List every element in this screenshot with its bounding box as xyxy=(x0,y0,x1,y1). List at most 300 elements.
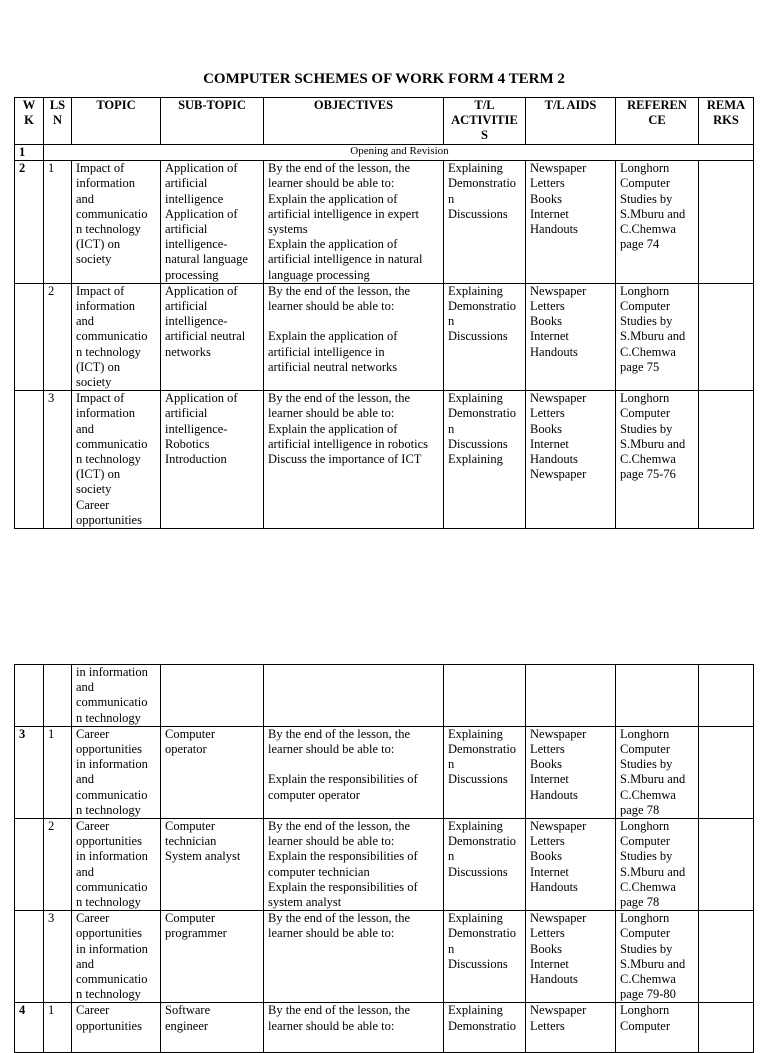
cell-line: Computer xyxy=(620,742,670,757)
table-row xyxy=(15,391,754,529)
scheme-table-part-2 xyxy=(14,664,754,1053)
cell-line: Newspaper xyxy=(530,911,587,926)
cell-line: Books xyxy=(530,314,562,329)
cell-line: By the end of the lesson, the xyxy=(268,726,410,741)
table-row xyxy=(15,1003,754,1053)
activities-cell xyxy=(444,665,526,727)
cell-line: opportunities xyxy=(76,742,142,757)
reference-cell xyxy=(616,391,699,529)
cell-line: n xyxy=(448,757,455,772)
cell-line: processing xyxy=(165,267,219,282)
cell-line: opportunities xyxy=(76,926,142,941)
lesson-cell xyxy=(44,665,72,727)
cell-line: Impact of xyxy=(76,391,125,406)
cell-line: Application of xyxy=(165,161,238,176)
cell-line: By the end of the lesson, the xyxy=(268,161,410,176)
cell-line: Internet xyxy=(530,864,569,879)
cell-line: T/L AIDS xyxy=(544,98,597,112)
cell-line: Computer xyxy=(620,176,670,191)
topic-cell xyxy=(72,665,161,727)
activities-cell xyxy=(444,911,526,1003)
cell-line: Studies by xyxy=(620,757,673,772)
col-header-topic xyxy=(72,98,161,145)
cell-line: Application of xyxy=(165,391,238,406)
cell-line: communicatio xyxy=(76,206,148,221)
cell-line: S.Mburu and xyxy=(620,864,686,879)
cell-line xyxy=(268,757,441,772)
cell-line: page 78 xyxy=(620,895,660,910)
cell-line: Explain the application of xyxy=(268,421,398,436)
week-cell xyxy=(15,911,44,1003)
lesson-cell: 2 xyxy=(44,819,72,911)
activities-cell xyxy=(444,726,526,818)
cell-line: Computer xyxy=(620,406,670,421)
cell-line: Demonstratio xyxy=(448,834,517,849)
cell-line: Explaining xyxy=(448,726,503,741)
cell-line: n xyxy=(448,849,455,864)
cell-line: page 75 xyxy=(620,359,660,374)
cell-line: programmer xyxy=(165,926,227,941)
table-row xyxy=(15,911,754,1003)
cell-line: Demonstratio xyxy=(448,742,517,757)
cell-line: Internet xyxy=(530,956,569,971)
cell-line: SUB-TOPIC xyxy=(178,98,246,112)
cell-line: Explain the responsibilities of xyxy=(268,879,418,894)
cell-line: Application of xyxy=(165,283,238,298)
cell-line: Application of xyxy=(165,206,238,221)
cell-line: Demonstratio xyxy=(448,299,517,314)
header-row xyxy=(15,98,754,145)
cell-line: in information xyxy=(76,757,148,772)
cell-line: Demonstratio xyxy=(448,926,517,941)
col-header-objectives xyxy=(264,98,444,145)
cell-line: C.Chemwa xyxy=(620,879,676,894)
cell-line: society xyxy=(76,482,112,497)
cell-line: learner should be able to: xyxy=(268,299,395,314)
activities-cell xyxy=(444,391,526,529)
cell-line: Newspaper xyxy=(530,726,587,741)
cell-line: Computer xyxy=(620,926,670,941)
cell-line: communicatio xyxy=(76,695,148,710)
cell-line: Explain the application of xyxy=(268,329,398,344)
cell-line: Computer xyxy=(165,911,215,926)
remarks-cell xyxy=(699,1003,754,1053)
cell-line: Newspaper xyxy=(530,391,587,406)
cell-line: By the end of the lesson, the xyxy=(268,391,410,406)
cell-line xyxy=(268,314,441,329)
cell-line: REMA xyxy=(706,98,746,112)
cell-line: systems xyxy=(268,222,308,237)
cell-line: S.Mburu and xyxy=(620,206,686,221)
cell-line: Explaining xyxy=(448,452,503,467)
cell-line: artificial intelligence in xyxy=(268,344,385,359)
cell-line: artificial neutral xyxy=(165,329,246,344)
remarks-cell xyxy=(699,161,754,284)
cell-line: information xyxy=(76,406,136,421)
topic-cell xyxy=(72,911,161,1003)
cell-line: Demonstratio xyxy=(448,176,517,191)
cell-line: n technology xyxy=(76,802,141,817)
cell-line: n xyxy=(448,191,455,206)
aids-cell xyxy=(526,283,616,390)
aids-cell xyxy=(526,1003,616,1053)
cell-line: and xyxy=(76,421,95,436)
topic-cell xyxy=(72,819,161,911)
cell-line: n technology xyxy=(76,222,141,237)
week-cell xyxy=(15,665,44,727)
remarks-cell xyxy=(699,819,754,911)
cell-line: TOPIC xyxy=(96,98,136,112)
cell-line: Newspaper xyxy=(530,467,587,482)
subtopic-cell xyxy=(161,665,264,727)
cell-line: C.Chemwa xyxy=(620,787,676,802)
col-header-remarks xyxy=(699,98,754,145)
objectives-cell xyxy=(264,819,444,911)
cell-line: system analyst xyxy=(268,895,342,910)
cell-line: Books xyxy=(530,191,562,206)
cell-line: intelligence- xyxy=(165,421,228,436)
cell-line: Books xyxy=(530,849,562,864)
cell-line: Internet xyxy=(530,772,569,787)
cell-line: Demonstratio xyxy=(448,1018,517,1033)
cell-line: n technology xyxy=(76,344,141,359)
cell-line: n technology xyxy=(76,710,141,725)
cell-line: in information xyxy=(76,849,148,864)
reference-cell xyxy=(616,819,699,911)
reference-cell xyxy=(616,283,699,390)
cell-line: CE xyxy=(648,113,666,128)
cell-line: N xyxy=(52,113,63,128)
cell-line: technician xyxy=(165,834,217,849)
col-header-reference xyxy=(616,98,699,145)
cell-line: Longhorn xyxy=(620,911,670,926)
cell-line: intelligence xyxy=(165,191,224,206)
cell-line: (ICT) on xyxy=(76,359,121,374)
cell-line: C.Chemwa xyxy=(620,452,676,467)
cell-line: Books xyxy=(530,757,562,772)
objectives-cell xyxy=(264,283,444,390)
cell-line: Explaining xyxy=(448,391,503,406)
table-row xyxy=(15,283,754,390)
cell-line: information xyxy=(76,299,136,314)
lesson-cell: 1 xyxy=(44,726,72,818)
cell-line: Longhorn xyxy=(620,161,670,176)
cell-line: in information xyxy=(76,941,148,956)
col-header-aids xyxy=(526,98,616,145)
cell-line: Explaining xyxy=(448,283,503,298)
cell-line: Career xyxy=(76,819,110,834)
cell-line: Studies by xyxy=(620,421,673,436)
remarks-cell xyxy=(699,726,754,818)
cell-line: Computer xyxy=(165,726,215,741)
cell-line: information xyxy=(76,176,136,191)
cell-line: and xyxy=(76,956,95,971)
cell-line: REFEREN xyxy=(627,98,687,112)
cell-line: Impact of xyxy=(76,283,125,298)
cell-line: Discuss the importance of ICT xyxy=(268,452,422,467)
cell-line: Newspaper xyxy=(530,283,587,298)
cell-line: Computer xyxy=(620,834,670,849)
cell-line: Discussions xyxy=(448,436,508,451)
cell-line: Discussions xyxy=(448,206,508,221)
opening-revision-cell: Opening and Revision xyxy=(44,145,754,161)
cell-line: By the end of the lesson, the xyxy=(268,1003,410,1018)
subtopic-cell xyxy=(161,726,264,818)
cell-line: page 78 xyxy=(620,802,660,817)
cell-line: page 74 xyxy=(620,237,660,252)
cell-line: n xyxy=(448,941,455,956)
cell-line: society xyxy=(76,252,112,267)
subtopic-cell xyxy=(161,283,264,390)
week-cell: 1 xyxy=(15,145,44,161)
cell-line: Computer xyxy=(620,1018,670,1033)
cell-line: Longhorn xyxy=(620,726,670,741)
cell-line: Newspaper xyxy=(530,1003,587,1018)
cell-line: Computer xyxy=(165,819,215,834)
cell-line: opportunities xyxy=(76,1018,142,1033)
objectives-cell xyxy=(264,665,444,727)
cell-line: natural language xyxy=(165,252,248,267)
cell-line: n xyxy=(448,314,455,329)
cell-line: Letters xyxy=(530,406,565,421)
cell-line: Discussions xyxy=(448,956,508,971)
cell-line: n technology xyxy=(76,987,141,1002)
cell-line: artificial intelligence in expert xyxy=(268,206,419,221)
cell-line: artificial intelligence in robotics xyxy=(268,436,429,451)
cell-line: Internet xyxy=(530,329,569,344)
cell-line: C.Chemwa xyxy=(620,344,676,359)
table-row xyxy=(15,726,754,818)
cell-line: and xyxy=(76,314,95,329)
reference-cell xyxy=(616,911,699,1003)
reference-cell xyxy=(616,161,699,284)
cell-line: Career xyxy=(76,726,110,741)
week-cell xyxy=(15,391,44,529)
cell-line: C.Chemwa xyxy=(620,222,676,237)
cell-line: Explaining xyxy=(448,911,503,926)
cell-line: Career xyxy=(76,1003,110,1018)
remarks-cell xyxy=(699,911,754,1003)
cell-line: learner should be able to: xyxy=(268,742,395,757)
subtopic-cell xyxy=(161,819,264,911)
cell-line: S.Mburu and xyxy=(620,329,686,344)
remarks-cell xyxy=(699,665,754,727)
cell-line: Explain the application of xyxy=(268,191,398,206)
cell-line: learner should be able to: xyxy=(268,176,395,191)
cell-line: T/L xyxy=(474,98,495,112)
cell-line: Newspaper xyxy=(530,819,587,834)
cell-line: S.Mburu and xyxy=(620,436,686,451)
cell-line: By the end of the lesson, the xyxy=(268,819,410,834)
cell-line: Explaining xyxy=(448,161,503,176)
cell-line: (ICT) on xyxy=(76,467,121,482)
topic-cell xyxy=(72,161,161,284)
cell-line: Handouts xyxy=(530,344,578,359)
cell-line: artificial xyxy=(165,176,208,191)
cell-line: and xyxy=(76,772,95,787)
cell-line: Career xyxy=(76,497,110,512)
aids-cell xyxy=(526,819,616,911)
aids-cell xyxy=(526,161,616,284)
aids-cell xyxy=(526,911,616,1003)
cell-line: Discussions xyxy=(448,864,508,879)
aids-cell xyxy=(526,391,616,529)
cell-line: language processing xyxy=(268,267,370,282)
cell-line: W xyxy=(22,98,36,112)
cell-line: Studies by xyxy=(620,849,673,864)
cell-line: S xyxy=(481,128,488,143)
cell-line: Newspaper xyxy=(530,161,587,176)
cell-line: artificial intelligence in natural xyxy=(268,252,423,267)
cell-line: ACTIVITIE xyxy=(451,113,518,128)
cell-line: artificial neutral networks xyxy=(268,359,398,374)
objectives-cell xyxy=(264,1003,444,1053)
cell-line: Explain the application of xyxy=(268,237,398,252)
cell-line: communicatio xyxy=(76,972,148,987)
cell-line: operator xyxy=(165,742,207,757)
table-row xyxy=(15,819,754,911)
cell-line: page 79-80 xyxy=(620,987,676,1002)
col-header-subtopic xyxy=(161,98,264,145)
cell-line: Introduction xyxy=(165,452,227,467)
cell-line: Explaining xyxy=(448,1003,503,1018)
cell-line: Handouts xyxy=(530,452,578,467)
cell-line: Longhorn xyxy=(620,391,670,406)
cell-line: artificial xyxy=(165,222,208,237)
cell-line: intelligence- xyxy=(165,237,228,252)
cell-line: C.Chemwa xyxy=(620,972,676,987)
cell-line: S.Mburu and xyxy=(620,956,686,971)
cell-line: Internet xyxy=(530,206,569,221)
col-header-wk xyxy=(15,98,44,145)
cell-line: artificial xyxy=(165,406,208,421)
subtopic-cell xyxy=(161,911,264,1003)
cell-line: Books xyxy=(530,421,562,436)
cell-line: artificial xyxy=(165,299,208,314)
cell-line: Letters xyxy=(530,834,565,849)
cell-line: learner should be able to: xyxy=(268,1018,395,1033)
cell-line: networks xyxy=(165,344,211,359)
cell-line: Studies by xyxy=(620,941,673,956)
lesson-cell: 3 xyxy=(44,391,72,529)
cell-line: Letters xyxy=(530,742,565,757)
topic-cell xyxy=(72,726,161,818)
cell-line: Explaining xyxy=(448,819,503,834)
lesson-cell: 3 xyxy=(44,911,72,1003)
cell-line: communicatio xyxy=(76,436,148,451)
cell-line: By the end of the lesson, the xyxy=(268,911,410,926)
cell-line: engineer xyxy=(165,1018,209,1033)
subtopic-cell xyxy=(161,1003,264,1053)
cell-line: Handouts xyxy=(530,879,578,894)
topic-cell xyxy=(72,391,161,529)
cell-line: Letters xyxy=(530,299,565,314)
cell-line: Handouts xyxy=(530,222,578,237)
table-row xyxy=(15,161,754,284)
cell-line: n technology xyxy=(76,895,141,910)
cell-line: RKS xyxy=(713,113,739,128)
cell-line: n xyxy=(448,421,455,436)
cell-line: communicatio xyxy=(76,329,148,344)
cell-line: opportunities xyxy=(76,834,142,849)
cell-line: Robotics xyxy=(165,436,210,451)
topic-cell xyxy=(72,283,161,390)
cell-line: computer technician xyxy=(268,864,370,879)
scheme-table-part-1 xyxy=(14,97,754,529)
reference-cell xyxy=(616,665,699,727)
cell-line: intelligence- xyxy=(165,314,228,329)
cell-line: Computer xyxy=(620,299,670,314)
cell-line: System analyst xyxy=(165,849,241,864)
cell-line: Longhorn xyxy=(620,819,670,834)
cell-line: Software xyxy=(165,1003,211,1018)
cell-line: and xyxy=(76,191,95,206)
cell-line: learner should be able to: xyxy=(268,406,395,421)
cell-line: n technology xyxy=(76,452,141,467)
cell-line: K xyxy=(24,113,34,128)
table-row-continued xyxy=(15,665,754,727)
cell-line: Explain the responsibilities of xyxy=(268,772,418,787)
lesson-cell: 1 xyxy=(44,1003,72,1053)
cell-line: and xyxy=(76,680,95,695)
cell-line: Career xyxy=(76,911,110,926)
objectives-cell xyxy=(264,911,444,1003)
cell-line: Discussions xyxy=(448,772,508,787)
week-cell: 2 xyxy=(15,161,44,284)
cell-line: computer operator xyxy=(268,787,360,802)
objectives-cell xyxy=(264,726,444,818)
document-title: COMPUTER SCHEMES OF WORK FORM 4 TERM 2 xyxy=(203,71,565,87)
cell-line: Letters xyxy=(530,926,565,941)
col-header-activities xyxy=(444,98,526,145)
cell-line: Handouts xyxy=(530,787,578,802)
cell-line: By the end of the lesson, the xyxy=(268,283,410,298)
lesson-cell: 1 xyxy=(44,161,72,284)
cell-line: OBJECTIVES xyxy=(313,98,394,112)
cell-line: LS xyxy=(49,98,66,112)
aids-cell xyxy=(526,726,616,818)
cell-line: learner should be able to: xyxy=(268,926,395,941)
cell-line: Internet xyxy=(530,436,569,451)
cell-line: Longhorn xyxy=(620,1003,670,1018)
cell-line: (ICT) on xyxy=(76,237,121,252)
reference-cell xyxy=(616,1003,699,1053)
subtopic-cell xyxy=(161,391,264,529)
cell-line: Books xyxy=(530,941,562,956)
topic-cell xyxy=(72,1003,161,1053)
cell-line: in information xyxy=(76,665,148,679)
cell-line: Studies by xyxy=(620,314,673,329)
week-cell xyxy=(15,283,44,390)
col-header-lsn xyxy=(44,98,72,145)
aids-cell xyxy=(526,665,616,727)
remarks-cell xyxy=(699,391,754,529)
cell-line: Studies by xyxy=(620,191,673,206)
cell-line: and xyxy=(76,864,95,879)
cell-line: opportunities xyxy=(76,512,142,527)
lesson-cell: 2 xyxy=(44,283,72,390)
activities-cell xyxy=(444,819,526,911)
week-cell: 4 xyxy=(15,1003,44,1053)
cell-line: Explain the responsibilities of xyxy=(268,849,418,864)
cell-line: Demonstratio xyxy=(448,406,517,421)
cell-line: communicatio xyxy=(76,787,148,802)
cell-line: Longhorn xyxy=(620,283,670,298)
cell-line: Letters xyxy=(530,176,565,191)
cell-line: Impact of xyxy=(76,161,125,176)
activities-cell xyxy=(444,283,526,390)
activities-cell xyxy=(444,161,526,284)
